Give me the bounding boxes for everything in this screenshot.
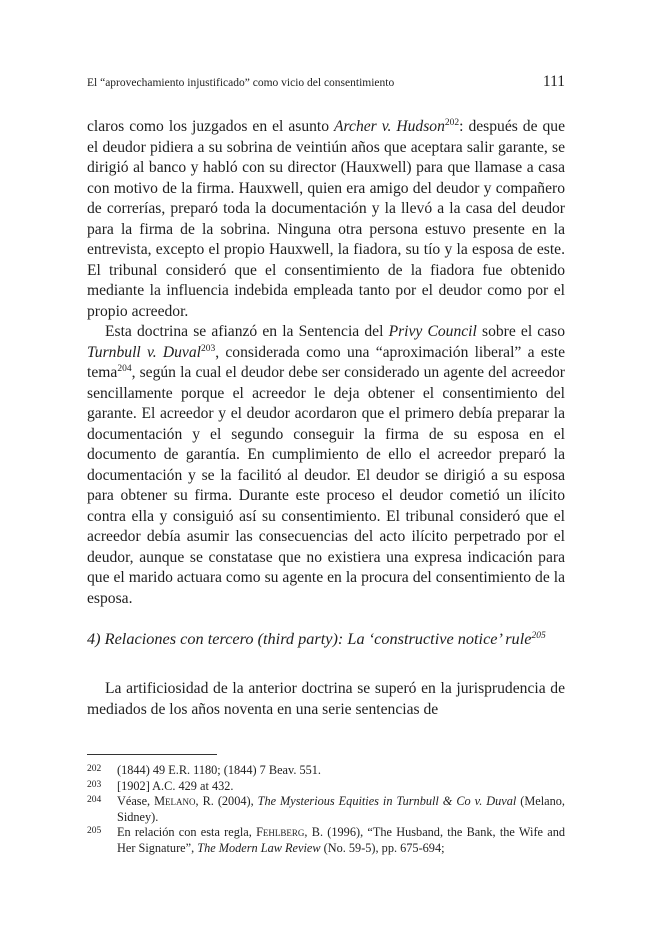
text-run: Véase,: [117, 794, 155, 808]
footnote-ref: 203: [200, 343, 216, 354]
footnote: [87, 763, 565, 779]
text-run: (Melano, Sidney).: [117, 794, 565, 824]
footnote-ref: 202: [444, 118, 460, 128]
footnote-text: (1844) 49 E.R. 1180; (1844) 7 Beav. 551.: [117, 763, 322, 777]
footnote: [87, 794, 565, 825]
section-heading: [87, 629, 565, 649]
case-name: Archer v. Hudson: [334, 118, 445, 135]
footnote-divider: [87, 754, 217, 755]
text-run: (No. 59-5), pp. 675-694;: [320, 840, 445, 855]
case-name: Turnbull v. Duval: [87, 343, 201, 361]
page-number: 111: [542, 73, 565, 90]
section-heading-text: 4) Relaciones con tercero (third party): La ‘constructive notice’ rule: [87, 629, 532, 648]
court-name: Privy Council: [388, 323, 477, 340]
text-run: , R. (2004),: [195, 794, 258, 808]
text-run: , considerada como una “aproximación liberal” a este tema: [87, 343, 565, 381]
text-run: : después de que el deudor pidiera a su sobrina de veintiún años que aceptara salir garante, se dirigió al banco y habló con su director (Hauxwell) para que llamase a casa con motivo de la firma. Hauxwell, quien era amigo del deudor y compañero de correrías, preparó toda la documentación y la llevó a la casa del deudor para la firma de la sobrina. Ninguna otra persona estuvo presente en la entrevista, excepto el propio Hauxwell, la fiadora, su tío y la esposa de este. El tribunal consideró que el consentimiento de la fiadora fue obtenido mediante la influencia indebida empleada tanto por el deudor como por el propio acreedor.: [87, 118, 566, 320]
footnote-ref: 205: [531, 631, 546, 641]
journal-title: The Modern Law Review: [197, 840, 321, 855]
footnote-mark: 203: [87, 779, 102, 790]
paragraph: La artificiosidad de la anterior doctrina se superó en la jurisprudencia de mediados de los años noventa en una serie sentencias de: [87, 680, 565, 718]
text-run: claros como los juzgados en el asunto: [87, 118, 335, 135]
footnotes: [87, 763, 565, 856]
footnote: [87, 825, 565, 856]
footnote-ref: 204: [117, 364, 132, 374]
main-text-continued: [87, 679, 565, 720]
paragraph: [87, 322, 565, 609]
footnote-mark: 204: [87, 795, 102, 805]
text-run: Esta doctrina se afianzó en la Sentencia del: [105, 323, 389, 340]
text-run: sobre el caso: [476, 323, 566, 340]
text-run: , B. (1996), “The Husband, the Bank, the Wife and Her Signature”,: [117, 825, 566, 855]
footnote-mark: 202: [87, 764, 102, 774]
paragraph: [87, 117, 565, 322]
text-run: En relación con esta regla,: [117, 825, 257, 839]
footnote-mark: 205: [87, 826, 102, 836]
footnote-text: [1902] A.C. 429 at 432.: [117, 778, 234, 793]
author-name: Melano: [154, 794, 196, 808]
running-head: [87, 73, 565, 93]
text-run: , según la cual el deudor debe ser considerado un agente del acreedor sencillamente porque el acreedor le deja obtener el consentimiento del garante. El acreedor y el deudor acordaron que el primero debía preparar la documentación y el segundo conseguir la firma de su esposa en el documento de garantía. En cumplimiento de ello el acreedor preparó la documentación y se la facilitó al deudor. El deudor se dirigió a su esposa para obtener su firma. Durante este proceso el deudor cometió un ilícito contra ella y consiguió así su consentimiento. El tribunal consideró que el acreedor debía asumir las consecuencias del acto ilícito perpetrado por el deudor, aunque se constatase que no existiera una expresa indicación para que el marido actuara como su agente en la procura del consentimiento de la esposa.: [87, 364, 565, 607]
author-name: Fehlberg: [256, 825, 305, 839]
book-title: The Mysterious Equities in Turnbull & Co v. Duval: [257, 794, 517, 808]
main-text: [87, 117, 565, 609]
footnote: [87, 779, 565, 795]
running-head-title: El “aprovechamiento injustificado” como vicio del consentimiento: [87, 77, 395, 89]
